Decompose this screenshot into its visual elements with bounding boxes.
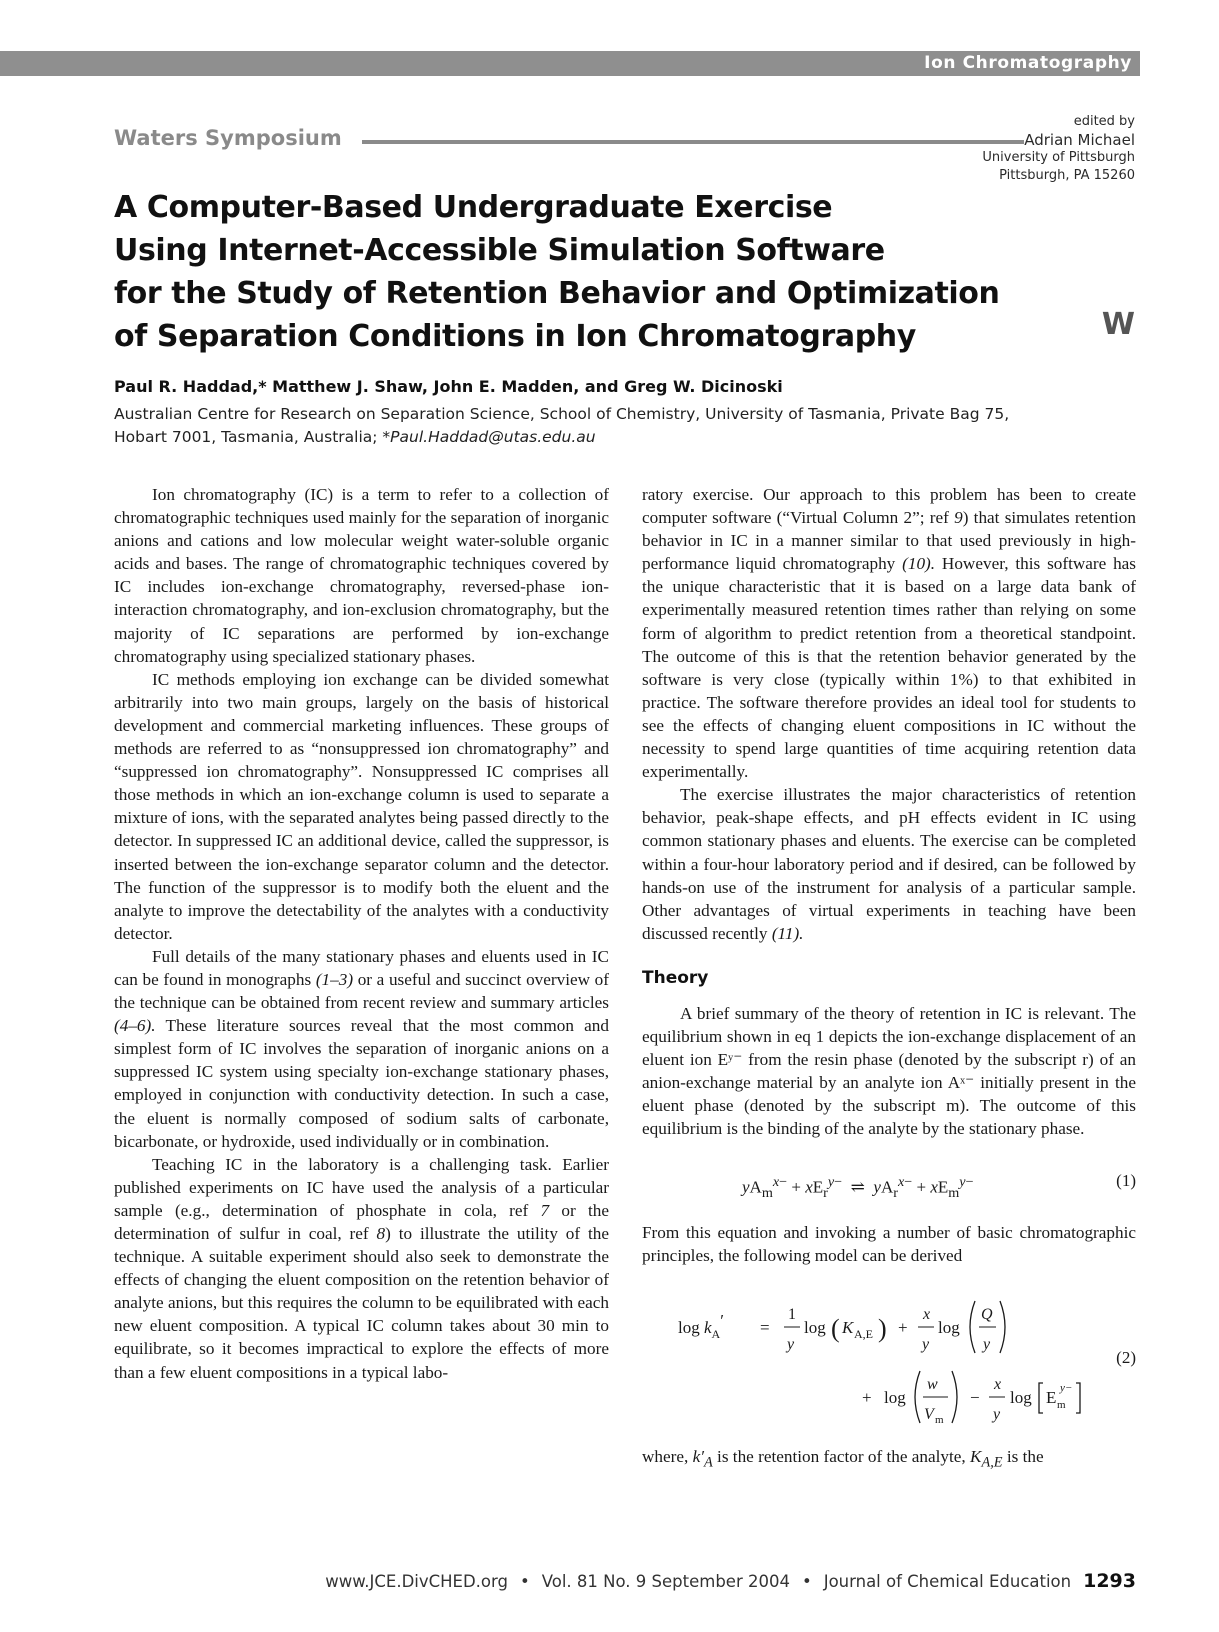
affiliation-line-1: Australian Centre for Research on Separation Science, School of Chemistry, University of Tasmania, Private Bag 75, [114,405,1010,423]
editor-address: Pittsburgh, PA 15260 [999,168,1135,183]
paragraph [114,945,609,1153]
citation-ref[interactable]: (4–6). [114,1016,156,1036]
equation-1-number: (1) [1116,1170,1136,1190]
section-band-label: Ion Chromatography [924,53,1132,73]
affiliation-address: Hobart 7001, Tasmania, Australia; [114,428,383,446]
title-line: of Separation Conditions in Ion Chromatography [114,319,916,354]
svg-text:+: + [862,1387,872,1407]
paragraph [642,783,1136,945]
text-run: The exercise illustrates the major characteristics of retention behavior, peak-shape effects, and pH effects evident in IC using common stationary phases and eluents. The exercise can be completed within a four-hour laboratory period and if desired, can be followed by hands-on use of the instrument for analysis of a particular sample. Other advantages of virtual experiments in teaching have been discussed recently [642,785,1136,943]
section-band [0,51,1140,76]
affiliation [114,403,1114,449]
text-run: is the retention factor of the analyte, [712,1446,970,1466]
text-run: is the [1002,1446,1044,1466]
paragraph [642,483,1136,783]
paragraph: A brief summary of the theory of retention in IC is relevant. The equilibrium shown in eq 1 depicts the ion-exchange displacement of an eluent ion Eʸ⁻ from the resin phase (denoted by the subscript r) of an anion-exchange material by an analyte ion Aˣ⁻ initially present in the eluent phase (denoted by the subscript m). The outcome of this equilibrium is the binding of the analyte by the stationary phase. [642,1003,1136,1139]
svg-text:V: V [924,1405,934,1423]
paragraph [114,1153,609,1384]
editor-block [982,113,1135,185]
text-run: ratory exercise. Our approach to this problem has been to create computer software (“Virtual Column 2”; ref [642,485,1136,528]
svg-text:y: y [922,1335,930,1353]
page-number: 1293 [1083,1570,1136,1592]
svg-text:log kA′: $\log k_A'$ [678,1310,724,1341]
text-run: Full details of the many stationary phases and eluents used in IC can be found in monographs [114,946,609,989]
svg-text:x: x [994,1375,1002,1393]
equation-1-body: $yA_m^{x-} + xE_r^{y-}$ ⇌ $yA_r^{x-} + xE_m^{y-}$ [742,1173,974,1201]
citation-ref[interactable]: 9 [954,508,963,528]
svg-text:(: ( [831,1313,840,1343]
right-column [642,483,1136,1474]
article-title [114,186,1014,358]
equation-2-graphic [642,1281,1082,1431]
title-line: for the Study of Retention Behavior and Optimization [114,276,1000,311]
paragraph: Ion chromatography (IC) is a term to refer to a collection of chromatographic techniques used mainly for the separation of inorganic anions and cations and low molecular weight water-soluble organic acids and bases. The range of chromatographic techniques covered by IC includes ion-exchange chromatography, reversed-phase ion-interaction chromatography, and ion-exclusion chromatography, but the majority of IC separations are performed by ion-exchange chromatography using specialized stationary phases. [114,485,609,666]
citation-ref[interactable]: 7 [540,1200,550,1220]
text-run: or a useful and succinct overview of the technique can be obtained from recent review and summary articles [114,969,609,1013]
section-heading-theory: Theory [642,967,709,988]
text-run: However, this software has the unique characteristic that it is based on a large data bank of experimentally measured retention times rather than relying on some form of algorithm to predict retention from a theoretical standpoint. The outcome of this is that the retention behavior generated by the software is very close (typically within 1%) to that exhibited in practice. The software therefore provides an ideal tool for students to see the effects of changing eluent compositions in IC without the necessity to spend large quantities of time acquiring retention data experimentally. [642,554,1136,782]
svg-text:1: 1 [788,1305,796,1323]
svg-text:log: log [884,1387,906,1407]
svg-text:y: y [993,1405,1001,1423]
editor-institution: University of Pittsburgh [982,150,1135,165]
symposium-rule [362,140,1024,144]
svg-text:Q: Q [981,1305,993,1323]
svg-text:K: K [842,1317,854,1337]
svg-text:log: log [804,1317,826,1337]
svg-text:A,E: A,E [854,1326,873,1341]
svg-text:y: y [983,1335,991,1353]
paragraph: From this equation and invoking a number of basic chromatographic principles, the following model can be derived [642,1222,1136,1265]
citation-ref[interactable]: (1–3) [315,969,354,989]
web-supplement-icon: W [1101,307,1135,342]
symposium-label: Waters Symposium [114,126,342,150]
affiliation-line-2 [114,426,1114,449]
svg-text:): ) [878,1313,887,1343]
citation-ref[interactable]: 8 [376,1224,386,1243]
svg-text:w: w [927,1375,938,1393]
svg-text:=: = [760,1317,770,1337]
volume-info: Vol. 81 No. 9 September 2004 [541,1572,790,1591]
paragraph [642,1445,1136,1475]
editor-name: Adrian Michael [1024,131,1135,149]
svg-text:−: − [970,1387,980,1407]
symposium-header [114,124,1024,154]
title-line: A Computer-Based Undergraduate Exercise [114,190,833,225]
author-email-link[interactable]: *Paul.Haddad@utas.edu.au [382,428,596,446]
left-column [114,483,609,1384]
journal-name: Journal of Chemical Education [823,1572,1072,1591]
svg-text:m: m [935,1413,944,1426]
equation-2 [642,1281,1136,1431]
journal-url-link[interactable]: www.JCE.DivCHED.org [325,1572,508,1591]
text-run: ) to illustrate the utility of the technique. A suitable experiment should also seek to demonstrate the effects of changing the eluent composition on the retention behavior of analyte anions, but this requires the column to be equilibrated with each new eluent composition. A typical IC column takes about 30 min to equilibrate, so it becomes impractical to explore the effects of more than a few eluent compositions in a typical labo- [114,1224,609,1382]
title-line: Using Internet-Accessible Simulation Software [114,233,885,268]
svg-text:log: log [1010,1387,1032,1407]
equation-2-number: (2) [1116,1347,1136,1367]
svg-text:+: + [898,1317,908,1337]
svg-text:E: E [1046,1387,1057,1407]
text-run: ) that simulates retention behavior in IC in a manner similar to that used previously in high-performance liquid chromatography [642,508,1136,574]
page-footer [0,1570,1136,1592]
math-symbol: $K_{A,E}$ [969,1446,1003,1471]
citation-ref[interactable]: (10). [902,554,936,574]
svg-text:log: log [938,1317,960,1337]
svg-text:y−: y− [1060,1381,1073,1394]
paragraph: IC methods employing ion exchange can be divided somewhat arbitrarily into two main groups, largely on the basis of historical development and commercial marketing influences. These groups of methods are referred to as “nonsuppressed ion chromatography” and “suppressed ion chromatography”. Nonsuppressed IC comprises all those methods in which an ion-exchange column is used to separate a mixture of ions, with the separated analytes being passed directly to the detector. In suppressed IC an additional device, called the suppressor, is inserted between the ion-exchange separator column and the detector. The function of the suppressor is to modify both the eluent and the analyte to improve the detectability of the analytes with a conductivity detector. [114,669,609,943]
svg-text:m: m [1057,1398,1066,1411]
bullet-separator: • [520,1572,530,1591]
text-run: where, [642,1446,693,1466]
svg-text:x: x [923,1305,931,1323]
bullet-separator: • [801,1572,812,1591]
equation-1 [642,1159,1136,1209]
text-run: These literature sources reveal that the most common and simplest form of IC involves the separation of inorganic anions on a suppressed IC system using specialty ion-exchange stationary phases, employed in conjunction with conductivity detection. In such a case, the eluent is normally composed of sodium salts of carbonate, bicarbonate, or hydroxide, used individually or in combination. [114,1016,609,1151]
author-list: Paul R. Haddad,* Matthew J. Shaw, John E. Madden, and Greg W. Dicinoski [114,377,783,396]
citation-ref[interactable]: (11). [771,923,804,943]
svg-text:y: y [787,1335,795,1353]
text-run: or the determination of sulfur in coal, ref [114,1200,609,1243]
math-symbol: $k'_A$ [692,1446,713,1471]
text-run: Teaching IC in the laboratory is a challenging task. Earlier published experiments on IC have used the analysis of a particular sample (e.g., determination of phosphate in cola, ref [114,1154,609,1220]
editor-edited-by: edited by [1073,114,1135,129]
